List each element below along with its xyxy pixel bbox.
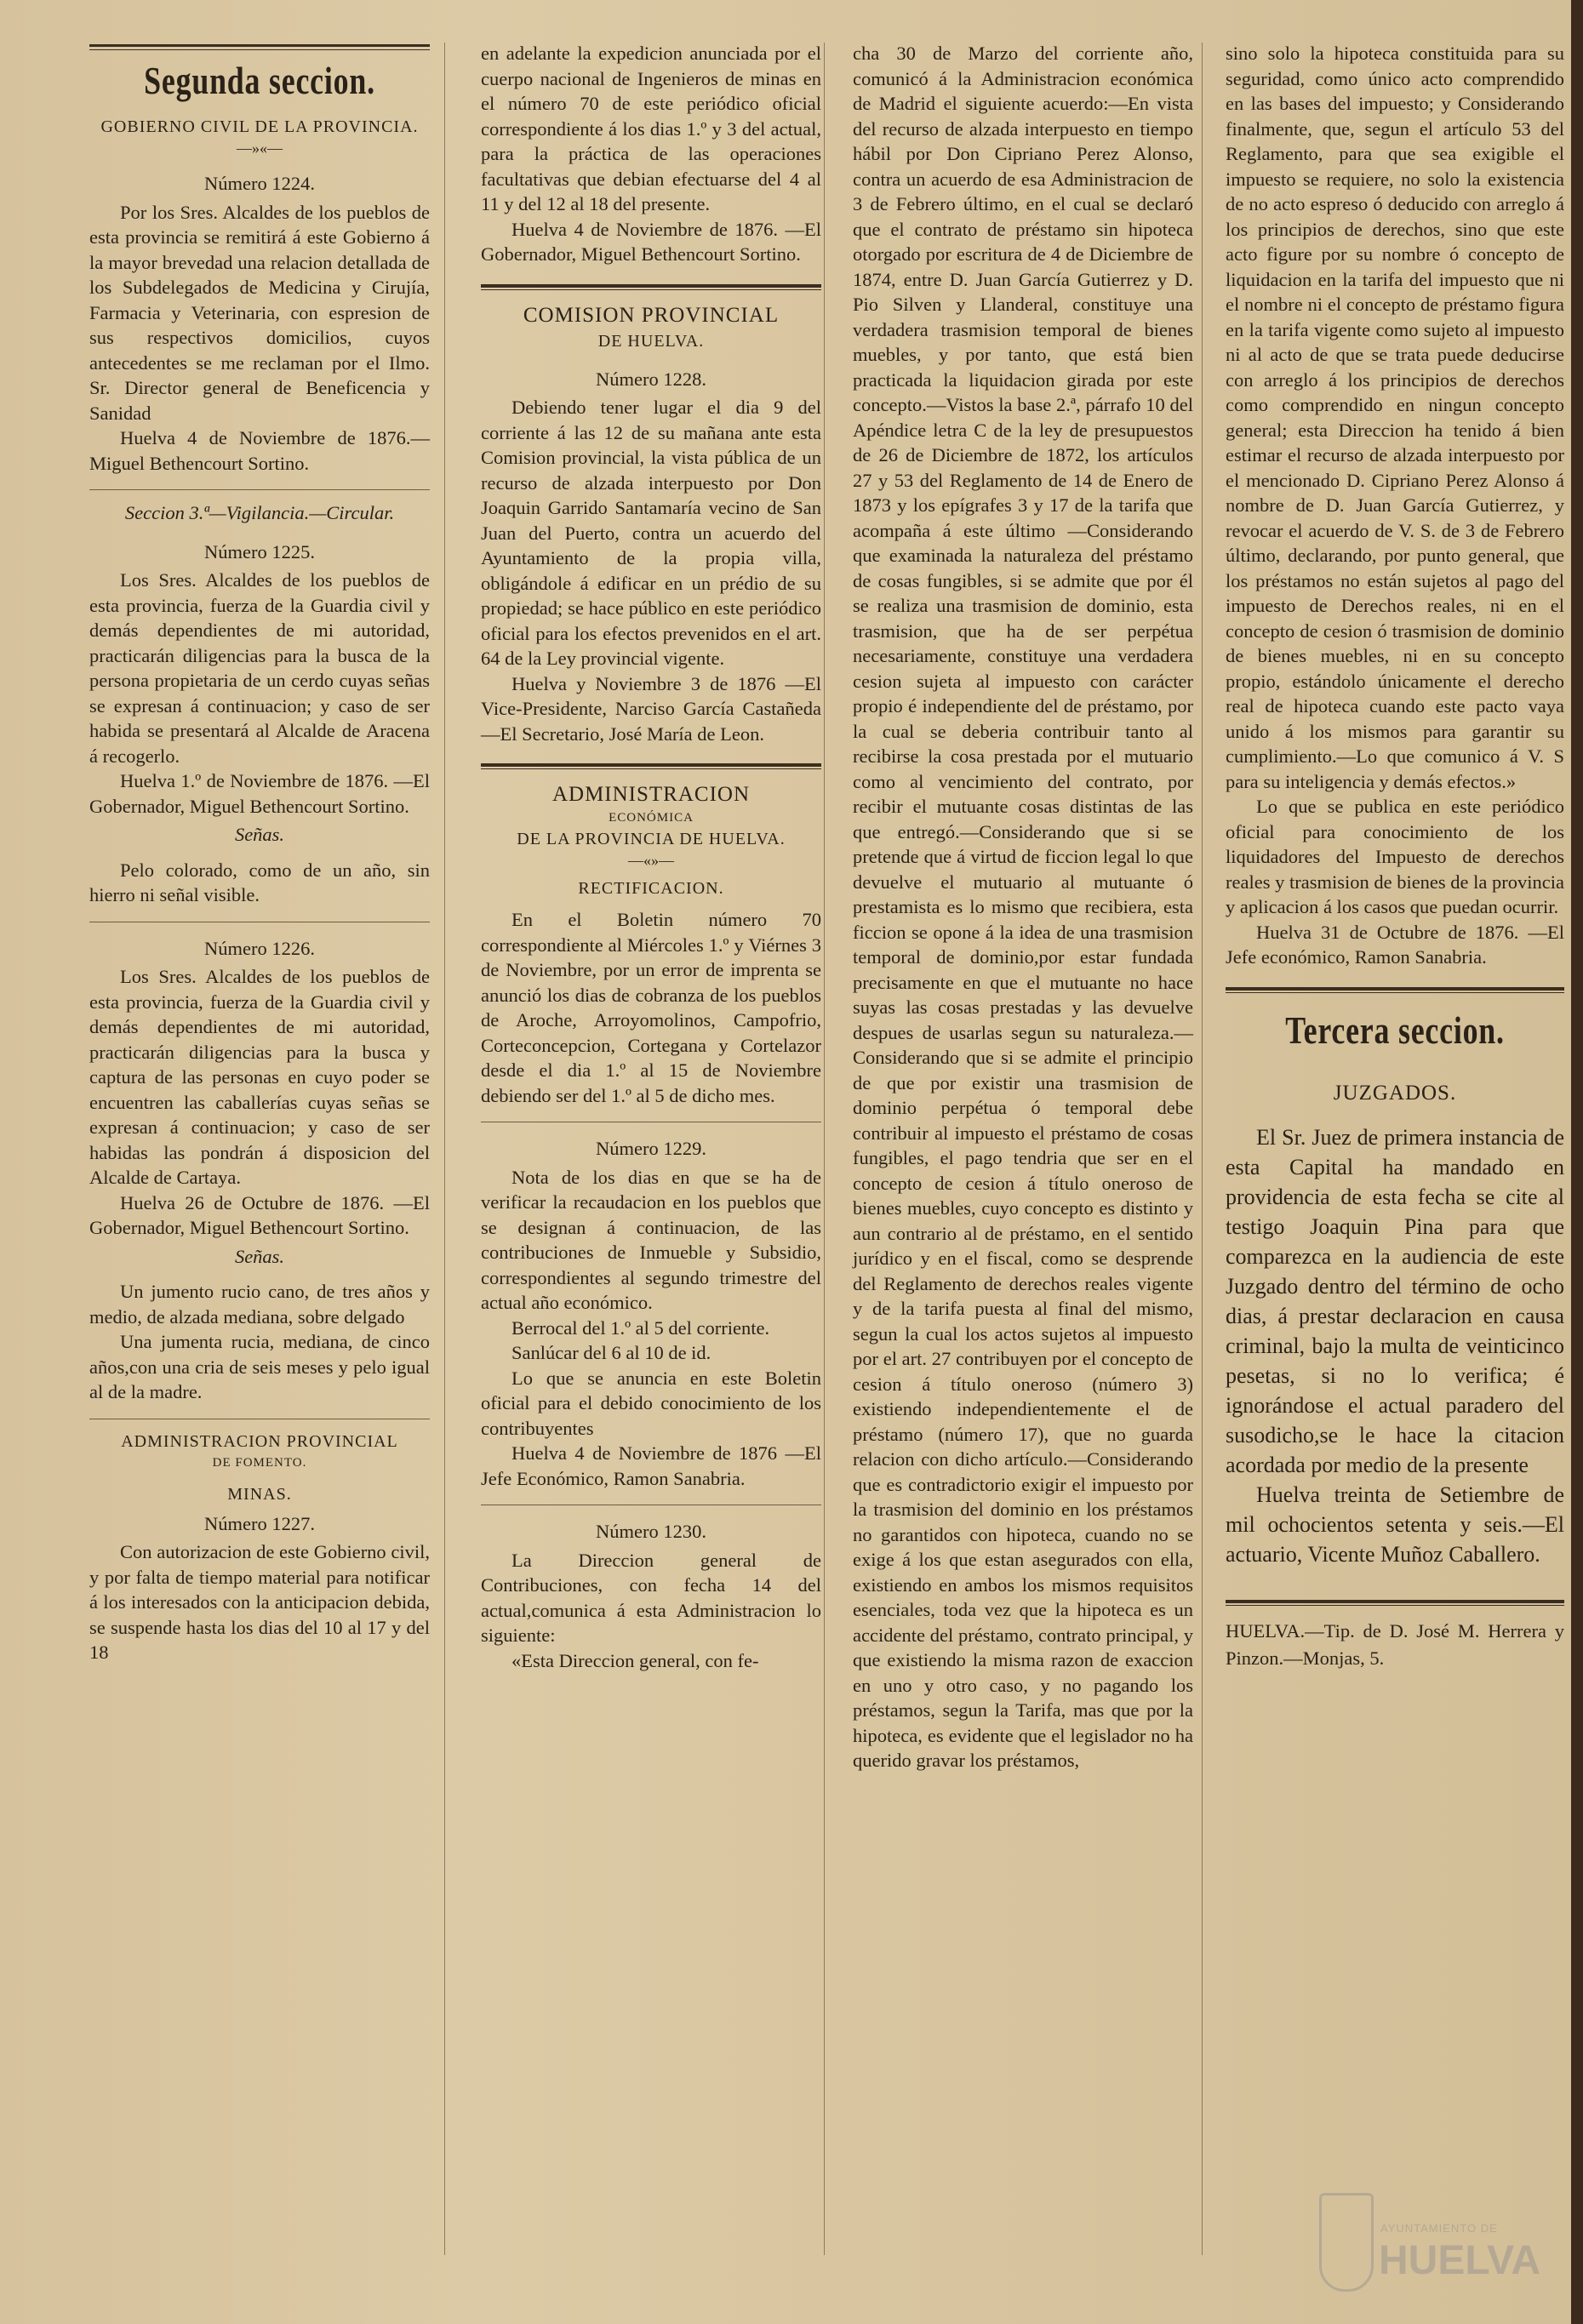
section-note: Seccion 3.ª—Vigilancia.—Circular.: [124, 502, 395, 523]
senas-text: Pelo colorado, como de un año, sin hierro ni señal visible.: [89, 859, 430, 905]
ornament: —»«—: [237, 140, 283, 157]
stamp-line1: AYUNTAMIENTO DE: [1380, 2222, 1498, 2235]
minas-header: MINAS.: [227, 1484, 292, 1504]
notice-text: «Esta Direccion general, con fe-: [511, 1649, 759, 1671]
column-divider: [824, 43, 825, 2255]
fomento-subheader: DE FOMENTO.: [212, 1455, 307, 1470]
shield-icon: [1319, 2193, 1374, 2292]
notice-signature: Huelva 31 de Octubre de 1876. —El Jefe económico, Ramon Sanabria.: [1226, 921, 1564, 968]
archive-stamp: [1319, 2188, 1541, 2298]
notice-number: Número 1230.: [596, 1521, 706, 1542]
rule: [481, 284, 821, 290]
rule: [1226, 1600, 1564, 1606]
notice-signature: Huelva 4 de Noviembre de 1876 —El Jefe Económico, Ramon Sanabria.: [481, 1442, 821, 1489]
notice-signature: Huelva 4 de Noviembre de 1876. —El Gobernador, Miguel Bethencourt Sortino.: [481, 218, 821, 265]
notice-text: Lo que se anuncia en este Boletin oficial para el debido conocimiento de los contribuyentes: [481, 1367, 821, 1439]
page-edge: [1571, 0, 1583, 2324]
senas-text: Un jumento rucio cano, de tres años y medio, de alzada mediana, sobre delgado: [89, 1281, 430, 1328]
column-divider: [1202, 43, 1203, 2255]
rule: [481, 763, 821, 769]
ornament: —«»—: [628, 852, 674, 869]
juzgados-header: JUZGADOS.: [1333, 1081, 1457, 1105]
notice-text: Sanlúcar del 6 al 10 de id.: [511, 1342, 711, 1363]
notice-text: en adelante la expedicion anunciada por el cuerpo nacional de Ingenieros de minas en el número 70 de este periódico oficial correspondiente á los dias 1.º y 3 del actual, para la práctica de las operaciones facultativas que debian efectuarse del 4 al 11 y del 12 al 18 del presente.: [481, 43, 821, 214]
notice-number: Número 1227.: [204, 1512, 315, 1534]
notice-signature: Huelva 1.º de Noviembre de 1876. —El Gobernador, Miguel Bethencourt Sortino.: [89, 770, 430, 817]
notice-text: Lo que se publica en este periódico oficial para conocimiento de los liquidadores del Impuesto de derechos reales y trasmision de bienes de la provincia y aplicacion á los casos que puedan ocurrir.: [1226, 796, 1564, 917]
imprint: HUELVA.—Tip. de D. José M. Herrera y Pinzon.—Monjas, 5.: [1226, 1619, 1564, 1669]
notice-number: Número 1226.: [204, 937, 315, 959]
rule: [89, 489, 430, 490]
senas-heading: Señas.: [234, 1245, 285, 1267]
rule: [89, 44, 430, 50]
rectificacion-header: RECTIFICACION.: [578, 879, 724, 898]
notice-text: Debiendo tener lugar el dia 9 del corriente á las 12 de su mañana ante esta Comision provincial, la vista pública de un recurso de alzada interpuesto por Don Joaquin Garrido Santamaría vecino de San Juan del Puerto, contra un acuerdo del Ayuntamiento de la propia villa, obligándole á edificar en un prédio de su propiedad; se hace público en este periódico oficial para los efectos prevenidos en el art. 64 de la Ley provincial vigente.: [481, 397, 821, 669]
notice-signature: Huelva 4 de Noviembre de 1876.—Miguel Bethencourt Sortino.: [89, 427, 430, 474]
admin-header: ADMINISTRACION: [551, 783, 751, 806]
notice-signature: Huelva treinta de Setiembre de mil ochocientos setenta y seis.—El actuario, Vicente Muñoz Caballero.: [1226, 1482, 1564, 1567]
notice-text: Los Sres. Alcaldes de los pueblos de esta provincia, fuerza de la Guardia civil y demás dependientes de mi autoridad, practicarán diligencias para la busca y captura de las personas en cuyo poder se encuentren las caballerías cuyas señas se expresan á continuacion; y caso de ser habidas las pondrán á disposicion del Alcalde de Cartaya.: [89, 966, 430, 1188]
notice-number: Número 1229.: [596, 1138, 706, 1159]
rule: [1226, 987, 1564, 993]
column-2: [481, 41, 821, 1673]
column-3: [853, 41, 1193, 1773]
notice-text: El Sr. Juez de primera instancia de esta Capital ha mandado en providencia de esta fecha se cite al testigo Joaquin Pina para que comparezca en la audiencia de este Juzgado dentro del término de ocho dias, á prestar declaracion en causa criminal, bajo la multa de veinticinco pesetas, si no lo verifica; é ignorándose el actual paradero del susodicho,se le hace la citacion acordada por medio de la presente: [1226, 1124, 1564, 1477]
comision-subheader: DE HUELVA.: [597, 331, 705, 351]
admin-subheader: DE LA PROVINCIA DE HUELVA.: [517, 830, 786, 848]
stamp-line2: HUELVA: [1379, 2238, 1541, 2283]
notice-text: En el Boletin número 70 correspondiente al Miércoles 1.º y Viérnes 3 de Noviembre, por un error de imprenta se anunció los dias de cobranza de los pueblos de Aroche, Arroyomolinos, Campofrio, Corteconcepcion, Cortegana y Cortelazor desde el dia 1.º al 15 de Noviembre debiendo ser del 1.º al 5 de dicho mes.: [481, 909, 821, 1106]
section-title: Segunda seccion.: [144, 59, 375, 102]
notice-text: La Direccion general de Contribuciones, con fecha 14 del actual,comunica á esta Administracion lo siguiente:: [481, 1549, 821, 1646]
senas-text: Una jumenta rucia, mediana, de cinco años,con una cria de seis meses y pelo igual al de la madre.: [89, 1331, 430, 1402]
fomento-header: ADMINISTRACION PROVINCIAL: [121, 1431, 398, 1451]
notice-text: sino solo la hipoteca constituida para su seguridad, como único acto comprendido en las bases del impuesto; y Considerando finalmente, que, segun el artículo 53 del Reglamento, para que sea exigible el impuesto se requiere, no solo la existencia de no acto espreso ó deducido con arreglo á los principios de derechos, sino que este acto figure por su nombre ó concepto de liquidacion en la tarifa del impuesto que ni el nombre ni el concepto de préstamo figura en la tarifa vigente como sujeto al impuesto ni al acto de que se trata puede deducirse con arreglo á los principios de derechos como comprendido en ningun concepto general; esta Direccion ha tenido á bien estimar el recurso de alzada interpuesto por el mencionado D. Cipriano Perez Alonso á nombre de D. Juan García Gutierrez, y revocar el acuerdo de V. S. de 3 de Febrero último, declarando, por punto general, que los préstamos no están sujetos al pago del impuesto de Derechos reales, ni en el concepto de cesion ó trasmision de dominio de bienes muebles, ni en su concepto propio, estándolo únicamente el derecho real de hipoteca cuando este pacto vaya unido á los mismos para garantir su cumplimiento.—Lo que comunico á V. S para su inteligencia y demás efectos.»: [1226, 43, 1564, 792]
notice-number: Número 1228.: [596, 368, 706, 390]
notice-text: Con autorizacion de este Gobierno civil, y por falta de tiempo material para notificar á los interesados con la anticipacion debida, se suspende hasta los dias del 10 al 17 y del 18: [89, 1541, 430, 1663]
notice-number: Número 1224.: [204, 173, 315, 194]
column-1: [89, 41, 430, 1665]
notice-signature: Huelva 26 de Octubre de 1876. —El Gobernador, Miguel Bethencourt Sortino.: [89, 1191, 430, 1238]
notice-text: Por los Sres. Alcaldes de los pueblos de esta provincia se remitirá á este Gobierno á la mayor brevedad una relacion detallada de los Subdelegados de Medicina y Cirujía, Farmacia y Veterinaria, con espresion de sus respectivos domicilios, cuyos antecedentes se me reclaman por el Ilmo. Sr. Director general de Beneficencia y Sanidad: [89, 201, 430, 424]
gobierno-header: GOBIERNO CIVIL DE LA PROVINCIA.: [100, 117, 419, 136]
notice-signature: Huelva y Noviembre 3 de 1876 —El Vice-Presidente, Narciso García Castañeda —El Secretario, José María de Leon.: [481, 672, 821, 745]
comision-header: COMISION PROVINCIAL: [523, 303, 780, 327]
column-divider: [444, 43, 445, 2255]
notice-text: Berrocal del 1.º al 5 del corriente.: [511, 1316, 770, 1339]
notice-text: Los Sres. Alcaldes de los pueblos de esta provincia, fuerza de la Guardia civil y demás dependientes de mi autoridad, practicarán diligencias para la busca de la persona propietaria de un cerdo cuyas señas se expresan á continuacion; y caso de ser habida se presentará al Alcalde de Aracena á recogerlo.: [89, 569, 430, 767]
column-4: [1226, 41, 1564, 1672]
senas-heading: Señas.: [234, 824, 285, 845]
admin-subheader: ECONÓMICA: [609, 811, 694, 825]
notice-number: Número 1225.: [204, 540, 315, 562]
section-title: Tercera seccion.: [1285, 1008, 1505, 1052]
notice-text: Nota de los dias en que se ha de verificar la recaudacion en los pueblos que se designan á continuacion, de las contribuciones de Inmueble y Subsidio, correspondientes al segundo trimestre del actual año económico.: [481, 1166, 821, 1313]
notice-text: cha 30 de Marzo del corriente año, comunicó á la Administracion económica de Madrid el siguiente acuerdo:—En vista del recurso de alzada interpuesto en tiempo hábil por Don Cipriano Perez Alonso, contra un acuerdo de esa Administracion de 3 de Febrero último, en el cual se declaró que el contrato de préstamo sin hipoteca otorgado por escritura de 4 de Diciembre de 1874, entre D. Juan García Gutierrez y D. Pio Silven y Llanderal, constituye una verdadera trasmision temporal de bienes muebles, y por tanto, que está bien practicada la liquidacion girada por este concepto.—Vistos la base 2.ª, párrafo 10 del Apéndice letra C de la ley de presupuestos de 26 de Diciembre de 1872, los artículos 27 y 53 del Reglamento de 14 de Enero de 1873 y los epígrafes 3 y 17 de la tarifa que acompaña á este último —Considerando que examinada la naturaleza del préstamo de cosas fungibles, si se admite que por él se realiza una trasmision de dominio, esta trasmision, que ha de ser perpétua necesariamente, constituye una verdadera cesion sujeta al impuesto con carácter propio é independiente del de préstamo, por la cual se deberia contribuir tanto al recibirse la cosa prestada por el mutuario como al vencimiento del contrato, por recibir el mutuante cosas distintas de las que entregó.—Considerando que si se pretende que á virtud de ficcion legal lo que devuelve el mutuario al mutuante ó prestamista es lo mismo que recibiera, esta ficcion se opone á la idea de una trasmision temporal de dominio,por estar fundada precisamente en que el mutuante no hace suyas las cosas prestadas y las devuelve despues de usarlas segun su naturaleza.—Considerando que si se admite el principio de que por existir una trasmision de dominio perpétua ó temporal debe contribuir al impuesto el préstamo de cosas fungibles, el pago tendria que ser en el concepto de cesion á título oneroso de bienes muebles, cuyo concepto es distinto y aun contrario al de préstamo, en el sentido jurídico y en el fiscal, como se desprende del Reglamento de derechos reales vigente y de la tarifa puesta al final del mismo, segun la cual los actos sujetos al impuesto por el art. 27 contribuyen por el concepto de cesion á título oneroso (número 3) existiendo independientemente el de préstamo (número 17), que no guarda relacion con dicho artículo.—Considerando que es contradictorio exigir el impuesto por la trasmision del dominio en los préstamos no garantidos con hipoteca, cuando no se exige á los que estan asegurados con ella, existiendo en ambos los mismos requisitos esenciales, toda vez que la hipoteca es un accidente del préstamo, contrato principal, y que existiendo la misma razon de exaccion en uno y otro caso, y no pagando los préstamos, segun la Tarifa, mas que por la hipoteca, es evidente que el legislador no ha querido gravar los préstamos,: [853, 43, 1193, 1771]
